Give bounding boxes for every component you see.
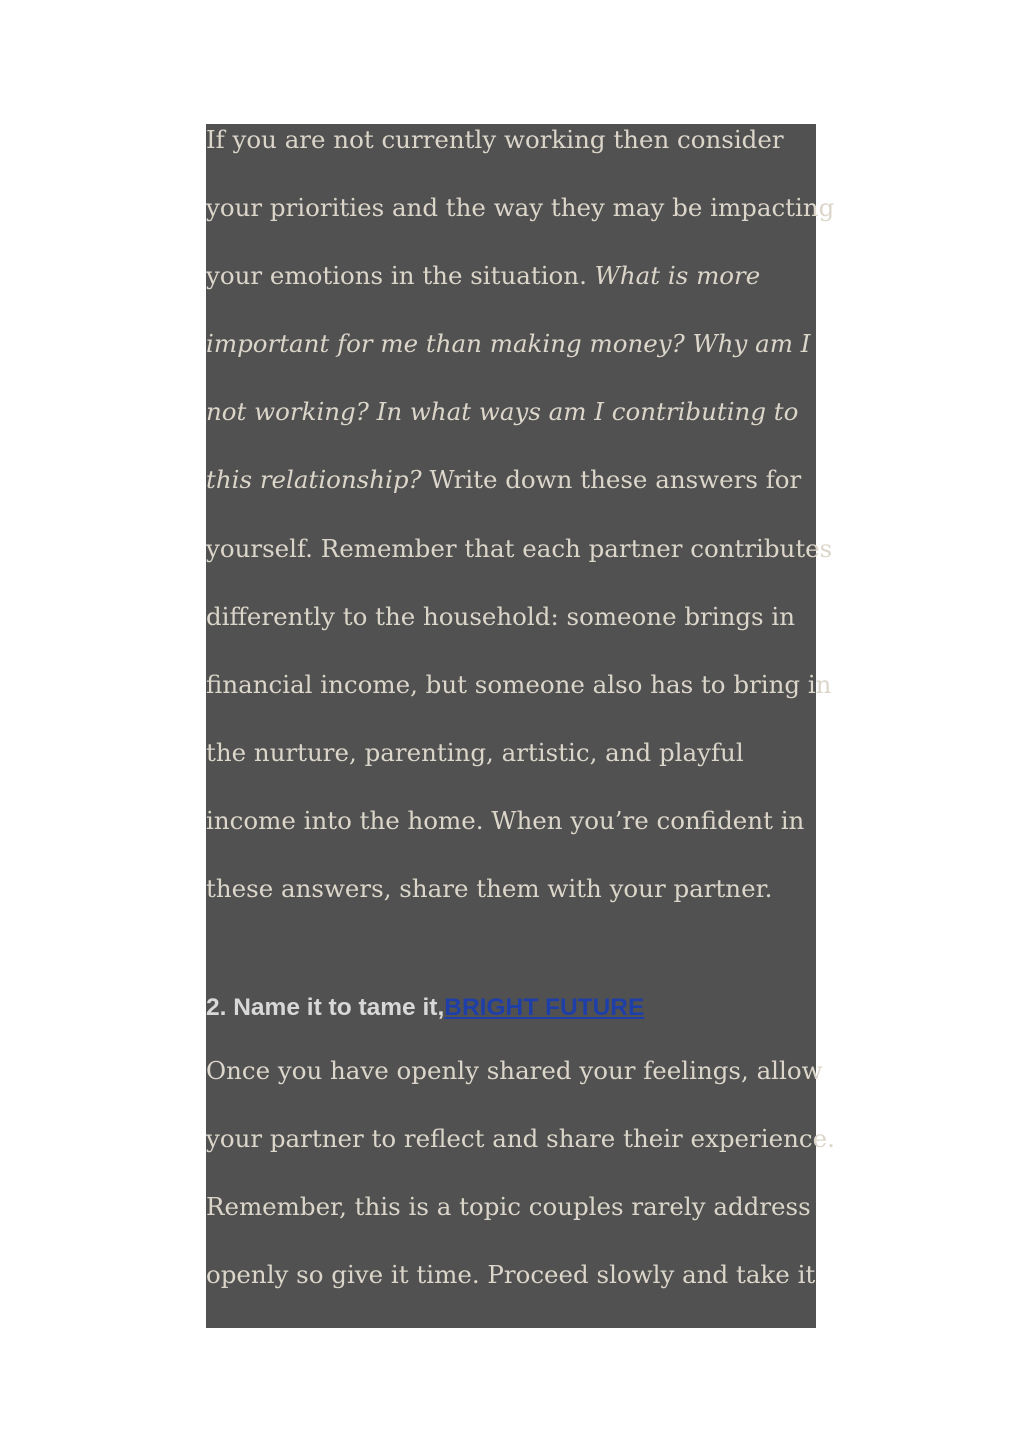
text-line: this relationship? Write down these answers for (206, 465, 802, 495)
text-line: differently to the household: someone brings in (206, 601, 796, 631)
text-line: If you are not currently working then consider (206, 125, 784, 154)
text-line: your partner to reflect and share their experience. (206, 1124, 835, 1154)
text-line: openly so give it time. Proceed slowly and take it (206, 1260, 816, 1290)
paragraph-sharing (206, 1037, 846, 1309)
bright-future-link[interactable]: BRIGHT FUTURE (444, 994, 645, 1021)
italic-question: this relationship? (206, 465, 422, 495)
italic-question: What is more (594, 261, 761, 291)
text-line: income into the home. When you’re confident in (206, 805, 805, 835)
text-line: yourself. Remember that each partner contributes (206, 533, 833, 563)
text-line: Once you have openly shared your feelings, allow (206, 1056, 823, 1085)
italic-question: not working? In what ways am I contributing to (206, 397, 799, 427)
text-line (206, 378, 846, 446)
section-heading: 2. Name it to tame it,BRIGHT FUTURE (206, 994, 645, 1021)
text-line: financial income, but someone also has to bring in (206, 669, 832, 699)
italic-question: important for me than making money? Why am I (206, 329, 811, 359)
text-line (206, 310, 846, 378)
text-line: your emotions in the situation. What is more (206, 261, 761, 291)
text-line: Remember, this is a topic couples rarely address (206, 1192, 811, 1222)
text-line: your priorities and the way they may be impacting (206, 193, 835, 223)
text-line: the nurture, parenting, artistic, and playful (206, 737, 744, 767)
text-line: these answers, share them with your partner. (206, 874, 773, 904)
paragraph-priorities (206, 106, 846, 923)
